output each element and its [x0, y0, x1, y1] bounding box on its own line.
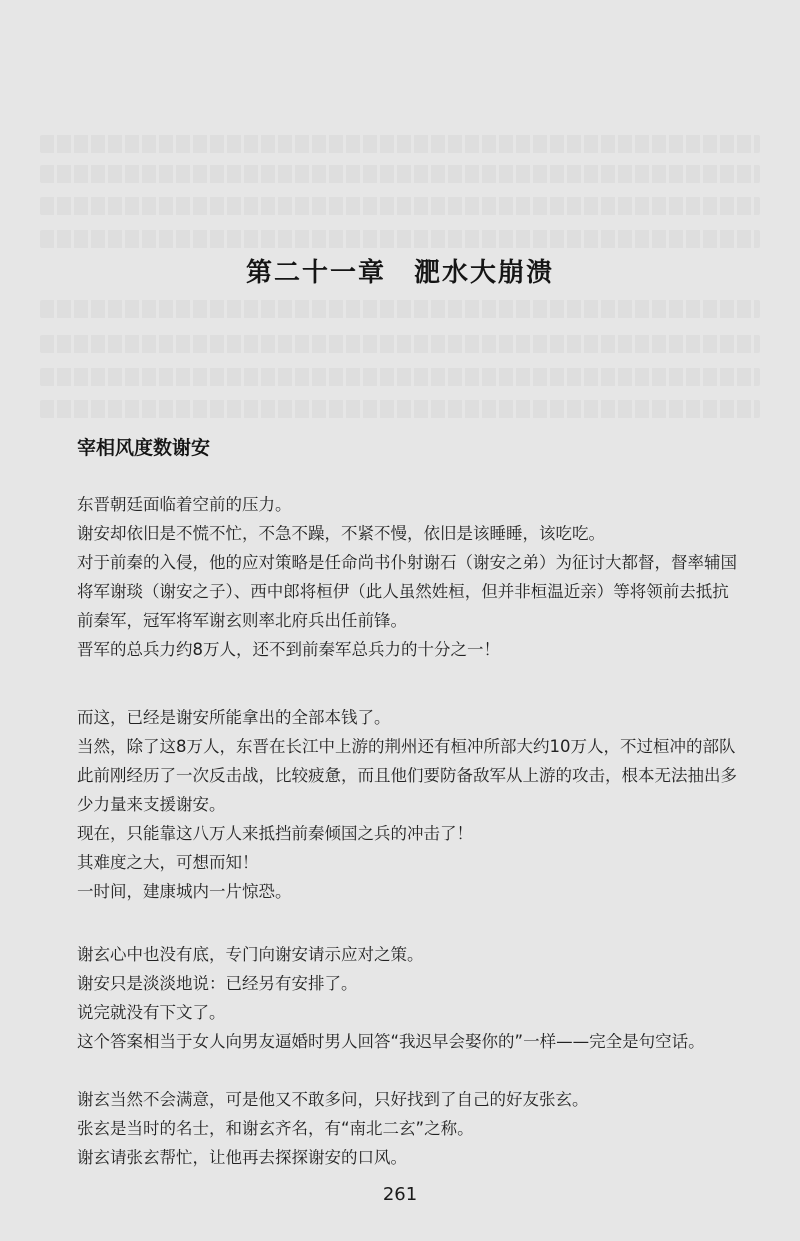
paragraph: 晋军的总兵力约8万人，还不到前秦军总兵力的十分之一！: [77, 640, 500, 659]
paragraph: 谢安只是淡淡地说：已经另有安排了。: [77, 974, 358, 993]
paragraph: 当然，除了这8万人，东晋在长江中上游的荆州还有桓冲所部大约10万人，不过桓冲的部队此前刚经历了一次反击战，比较疲惫，而且他们要防备敌军从上游的攻击，根本无法抽出多少力量来支援谢安。: [77, 737, 737, 814]
paragraph: 其难度之大，可想而知！: [77, 853, 259, 872]
bleed-through-texture: [40, 300, 760, 318]
bleed-through-texture: [40, 135, 760, 153]
paragraph: 谢玄当然不会满意，可是他又不敢多问，只好找到了自己的好友张玄。: [77, 1090, 589, 1109]
paragraph: 谢玄心中也没有底，专门向谢安请示应对之策。: [77, 945, 424, 964]
paragraph: 这个答案相当于女人向男友逼婚时男人回答“我迟早会娶你的”一样——完全是句空话。: [77, 1032, 705, 1051]
paragraph: 谢玄请张玄帮忙，让他再去探探谢安的口风。: [77, 1148, 407, 1167]
bleed-through-texture: [40, 335, 760, 353]
bleed-through-texture: [40, 230, 760, 248]
bleed-through-texture: [40, 400, 760, 418]
section-title: 宰相风度数谢安: [77, 437, 211, 459]
bleed-through-texture: [40, 368, 760, 386]
paragraph: 东晋朝廷面临着空前的压力。: [77, 495, 292, 514]
paragraph: 张玄是当时的名士，和谢玄齐名，有“南北二玄”之称。: [77, 1119, 474, 1138]
paragraph: 说完就没有下文了。: [77, 1003, 226, 1022]
paragraph: 一时间，建康城内一片惊恐。: [77, 882, 292, 901]
paragraph: 而这，已经是谢安所能拿出的全部本钱了。: [77, 708, 391, 727]
page-number: 261: [382, 1184, 418, 1205]
bleed-through-texture: [40, 197, 760, 215]
paragraph: 对于前秦的入侵，他的应对策略是任命尚书仆射谢石（谢安之弟）为征讨大都督，督率辅国将军谢琰（谢安之子）、西中郎将桓伊（此人虽然姓桓，但并非桓温近亲）等将领前去抵抗前秦军，冠军将军谢玄则率北府兵出任前锋。: [77, 553, 737, 630]
bleed-through-texture: [40, 165, 760, 183]
chapter-title: 第二十一章 淝水大崩溃: [245, 258, 554, 288]
paragraph: 谢安却依旧是不慌不忙，不急不躁，不紧不慢，依旧是该睡睡，该吃吃。: [77, 524, 605, 543]
paragraph: 现在，只能靠这八万人来抵挡前秦倾国之兵的冲击了！: [77, 824, 473, 843]
